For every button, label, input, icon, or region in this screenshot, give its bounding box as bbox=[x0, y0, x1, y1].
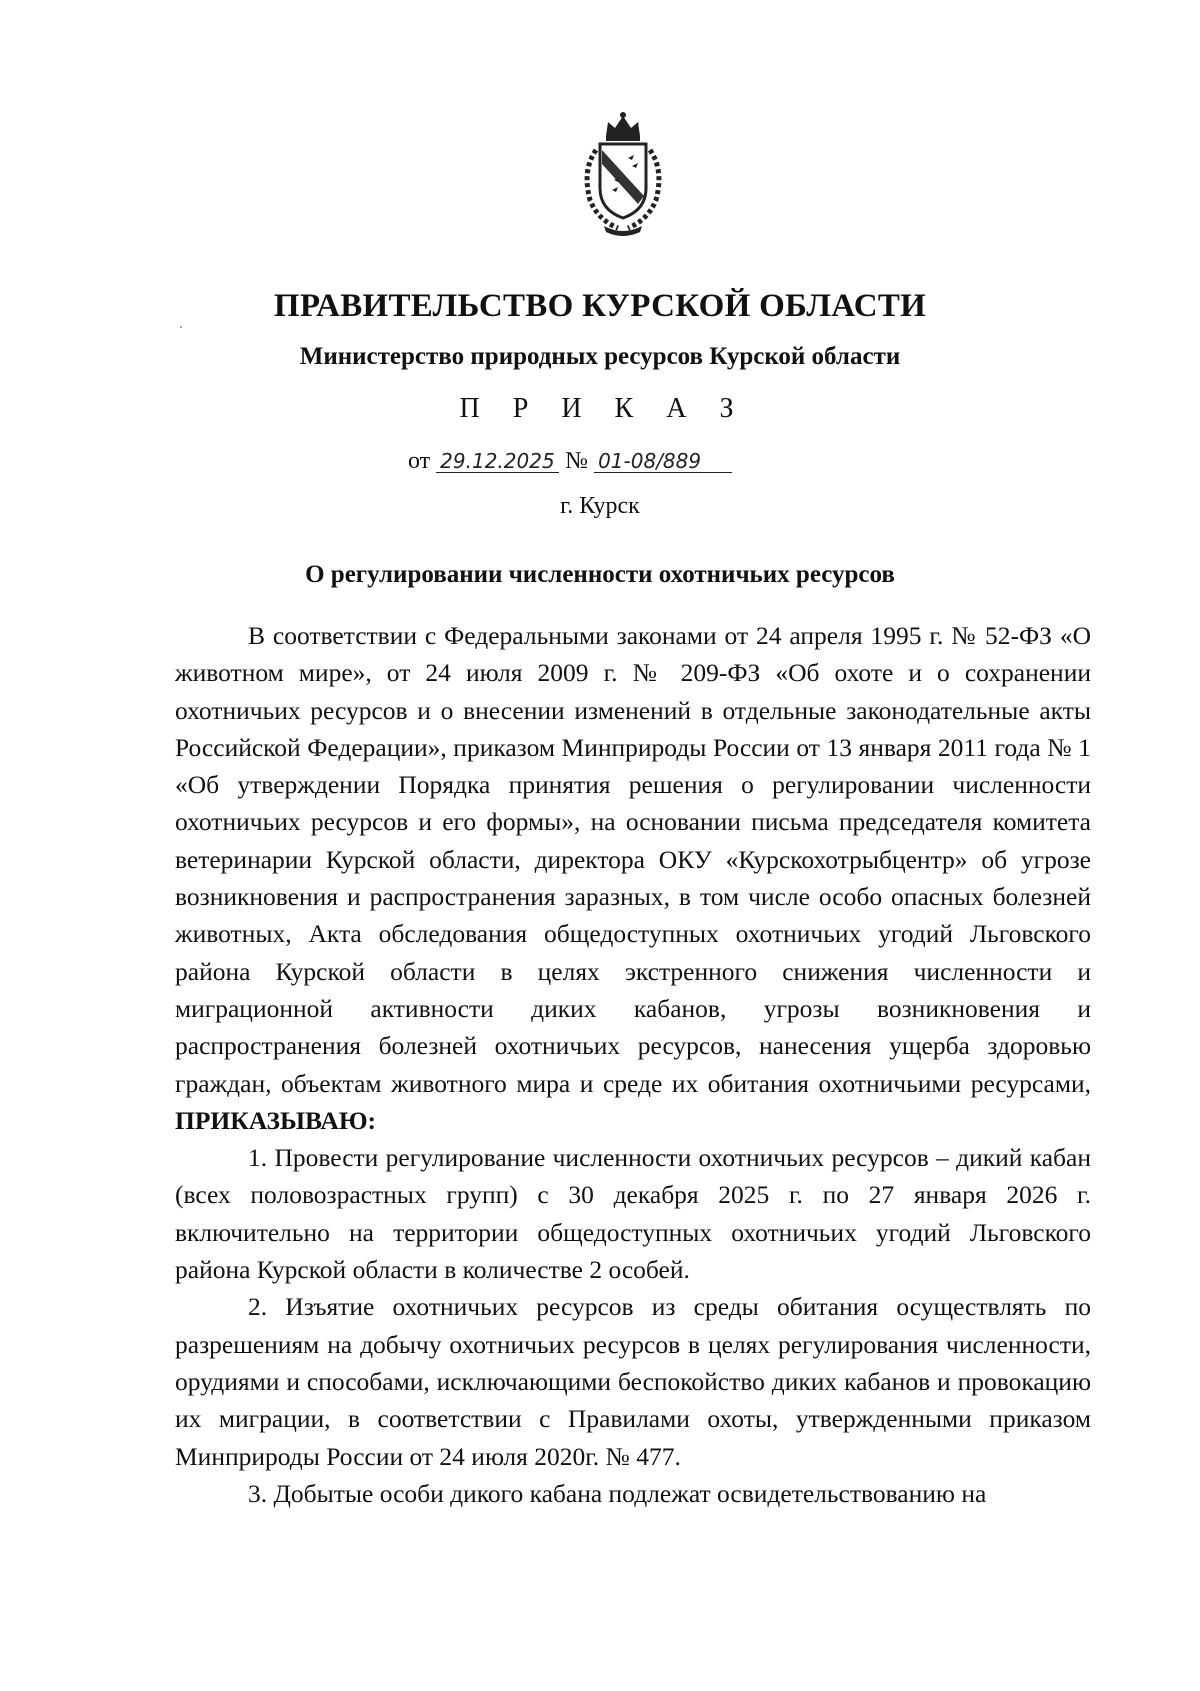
kursk-coat-of-arms-icon bbox=[568, 110, 678, 240]
document-type: П Р И К А З bbox=[459, 393, 747, 424]
item-3-paragraph: 3. Добытые особи дикого кабана подлежат освидетельствованию на bbox=[248, 1478, 987, 1508]
city: г. Курск bbox=[560, 493, 640, 519]
scan-artifact bbox=[180, 326, 182, 328]
handwritten-date: 29.12.2025 bbox=[436, 450, 559, 473]
order-colon: : bbox=[367, 1105, 377, 1135]
ministry-name: Министерство природных ресурсов Курской области bbox=[299, 343, 901, 370]
document-body bbox=[175, 617, 1091, 1512]
item-2-paragraph: 2. Изъятие охотничьих ресурсов из среды обитания осуществлять по разрешениям на добычу охотничьих ресурсов в целях регулирования численности, орудиями и способами, исключающими беспокойство диких кабанов и провокацию их миграции, в соответствии с Правилами охоты, утвержденными приказом Минприроды России от 24 июля 2020г. № 477. bbox=[175, 1292, 1091, 1471]
item-1-paragraph: 1. Провести регулирование численности охотничьих ресурсов – дикий кабан (всех половозрастных групп) с 30 декабря 2025 г. по 27 января 2026 г. включительно на территории общедоступных охотничьих угодий Льговского района Курской области в количестве 2 особей. bbox=[175, 1143, 1091, 1285]
date-prefix: от bbox=[408, 448, 431, 474]
order-word: ПРИКАЗЫВАЮ bbox=[175, 1105, 368, 1135]
preamble-paragraph bbox=[175, 617, 1091, 1139]
order-date-number bbox=[408, 448, 732, 475]
handwritten-number: 01-08/889 bbox=[594, 450, 732, 473]
number-prefix: № bbox=[565, 448, 589, 474]
preamble-text: В соответствии с Федеральными законами от 24 апреля 1995 г. № 52-ФЗ «О животном мире», от 24 июля 2009 г. № 209-ФЗ «Об охоте и о сохранении охотничьих ресурсов и о внесении изменений в отдельные законодательные акты Российской Федерации», приказом Минприроды России от 13 января 2011 года № 1 «Об утверждении Порядка принятия решения о регулировании численности охотничьих ресурсов и его формы», на основании письма председателя комитета ветеринарии Курской области, директора ОКУ «Курскохотрыбцентр» об угрозе возникновения и распространения заразных, в том числе особо опасных болезней животных, Акта обследования общедоступных охотничьих угодий Льговского района Курской области в целях экстренного снижения численности и миграционной активности диких кабанов, угрозы возникновения и распространения болезней охотничьих ресурсов, нанесения ущерба здоровью граждан, объектам животного мира и среде их обитания охотничьими ресурсами, bbox=[175, 621, 1091, 1098]
document-subject: О регулировании численности охотничьих ресурсов bbox=[305, 561, 895, 588]
government-title: ПРАВИТЕЛЬСТВО КУРСКОЙ ОБЛАСТИ bbox=[273, 288, 927, 324]
